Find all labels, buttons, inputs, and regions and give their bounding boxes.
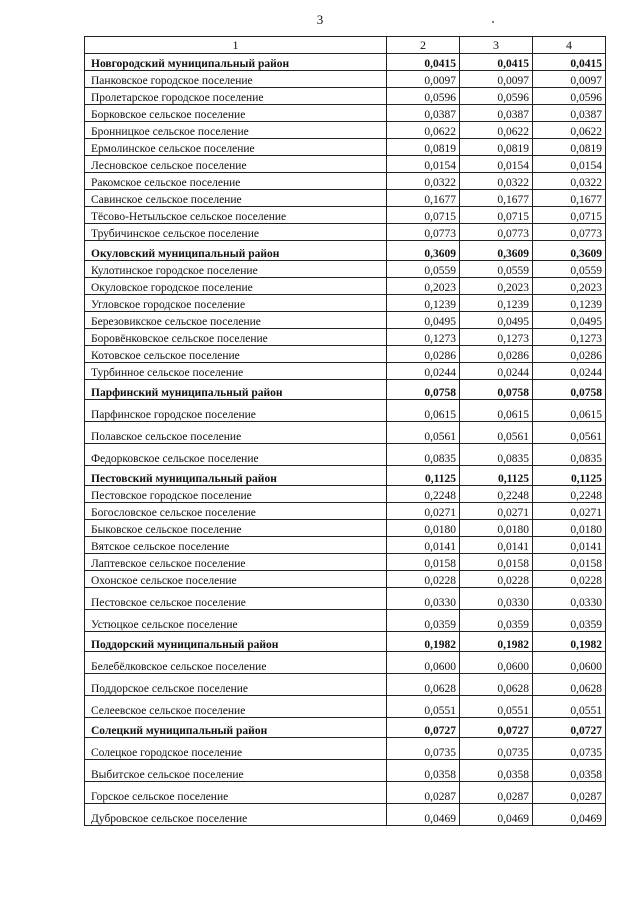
table-row [85, 139, 606, 156]
value-col-2-cell: 0,0735 [387, 738, 460, 760]
table-row [85, 346, 606, 363]
settlement-name-cell: Лаптевское сельское поселение [85, 554, 387, 571]
settlement-name-cell: Дубровское сельское поселение [85, 804, 387, 826]
value-col-2-cell: 0,0835 [387, 444, 460, 466]
settlement-name-cell: Окуловский муниципальный район [85, 241, 387, 261]
scan-speck [492, 21, 494, 23]
table-row [85, 156, 606, 173]
value-col-3-cell: 0,0154 [460, 156, 533, 173]
value-col-4-cell: 0,0819 [533, 139, 606, 156]
value-col-3-cell: 0,0415 [460, 54, 533, 71]
settlement-name-cell: Савинское сельское поселение [85, 190, 387, 207]
settlement-name-cell: Боровёнковское сельское поселение [85, 329, 387, 346]
settlement-name-cell: Кулотинское городское поселение [85, 261, 387, 278]
value-col-2-cell: 0,0141 [387, 537, 460, 554]
settlement-name-cell: Солецкое городское поселение [85, 738, 387, 760]
settlement-name-cell: Поддорское сельское поселение [85, 674, 387, 696]
value-col-2-cell: 0,0387 [387, 105, 460, 122]
table-row [85, 105, 606, 122]
settlement-name-cell: Белебёлковское сельское поселение [85, 652, 387, 674]
value-col-2-cell: 0,1125 [387, 466, 460, 486]
value-col-2-cell: 0,0244 [387, 363, 460, 380]
table-row [85, 696, 606, 718]
value-col-4-cell: 0,1677 [533, 190, 606, 207]
value-col-2-cell: 0,0551 [387, 696, 460, 718]
value-col-2-cell: 0,1982 [387, 632, 460, 652]
column-header-1: 1 [85, 37, 387, 54]
value-col-4-cell: 0,0271 [533, 503, 606, 520]
value-col-4-cell: 0,0244 [533, 363, 606, 380]
value-col-3-cell: 0,0387 [460, 105, 533, 122]
value-col-4-cell: 0,0622 [533, 122, 606, 139]
value-col-4-cell: 0,0228 [533, 571, 606, 588]
table-row [85, 652, 606, 674]
value-col-4-cell: 0,0835 [533, 444, 606, 466]
settlement-name-cell: Устюцкое сельское поселение [85, 610, 387, 632]
column-header-4: 4 [533, 37, 606, 54]
value-col-2-cell: 0,2248 [387, 486, 460, 503]
value-col-2-cell: 0,0271 [387, 503, 460, 520]
settlement-name-cell: Панковское городское поселение [85, 71, 387, 88]
value-col-4-cell: 0,0469 [533, 804, 606, 826]
value-col-4-cell: 0,0141 [533, 537, 606, 554]
value-col-2-cell: 0,0758 [387, 380, 460, 400]
value-col-3-cell: 0,0773 [460, 224, 533, 241]
value-col-3-cell: 0,0715 [460, 207, 533, 224]
settlement-name-cell: Турбинное сельское поселение [85, 363, 387, 380]
value-col-4-cell: 0,0387 [533, 105, 606, 122]
value-col-4-cell: 0,0735 [533, 738, 606, 760]
value-col-3-cell: 0,0358 [460, 760, 533, 782]
settlement-name-cell: Богословское сельское поселение [85, 503, 387, 520]
value-col-4-cell: 0,0773 [533, 224, 606, 241]
value-col-3-cell: 0,0551 [460, 696, 533, 718]
table-row [85, 190, 606, 207]
table-row [85, 486, 606, 503]
value-col-2-cell: 0,0727 [387, 718, 460, 738]
value-col-4-cell: 0,0715 [533, 207, 606, 224]
settlement-name-cell: Солецкий муниципальный район [85, 718, 387, 738]
value-col-2-cell: 0,0322 [387, 173, 460, 190]
table-row [85, 554, 606, 571]
value-col-4-cell: 0,0551 [533, 696, 606, 718]
settlement-name-cell: Быковское сельское поселение [85, 520, 387, 537]
value-col-4-cell: 0,0628 [533, 674, 606, 696]
value-col-2-cell: 0,0622 [387, 122, 460, 139]
settlement-name-cell: Новгородский муниципальный район [85, 54, 387, 71]
table-row [85, 760, 606, 782]
table-row [85, 363, 606, 380]
value-col-4-cell: 0,0559 [533, 261, 606, 278]
value-col-4-cell: 0,0615 [533, 400, 606, 422]
page-number: 3 [316, 12, 324, 27]
table-row [85, 88, 606, 105]
value-col-2-cell: 0,0600 [387, 652, 460, 674]
value-col-2-cell: 0,0180 [387, 520, 460, 537]
value-col-3-cell: 0,0819 [460, 139, 533, 156]
value-col-4-cell: 0,0727 [533, 718, 606, 738]
value-col-3-cell: 0,1273 [460, 329, 533, 346]
value-col-3-cell: 0,1982 [460, 632, 533, 652]
settlement-name-cell: Охонское сельское поселение [85, 571, 387, 588]
settlement-name-cell: Федорковское сельское поселение [85, 444, 387, 466]
table-row [85, 520, 606, 537]
settlement-name-cell: Березовикское сельское поселение [85, 312, 387, 329]
value-col-2-cell: 0,0330 [387, 588, 460, 610]
value-col-4-cell: 0,0561 [533, 422, 606, 444]
value-col-2-cell: 0,0415 [387, 54, 460, 71]
value-col-3-cell: 0,0758 [460, 380, 533, 400]
table-row [85, 444, 606, 466]
value-col-3-cell: 0,1125 [460, 466, 533, 486]
settlement-name-cell: Горское сельское поселение [85, 782, 387, 804]
value-col-3-cell: 0,0244 [460, 363, 533, 380]
settlement-name-cell: Парфинский муниципальный район [85, 380, 387, 400]
table-row [85, 329, 606, 346]
value-col-3-cell: 0,0596 [460, 88, 533, 105]
settlement-name-cell: Полавское сельское поселение [85, 422, 387, 444]
value-col-3-cell: 0,0286 [460, 346, 533, 363]
value-col-2-cell: 0,0819 [387, 139, 460, 156]
value-col-4-cell: 0,3609 [533, 241, 606, 261]
value-col-2-cell: 0,0358 [387, 760, 460, 782]
value-col-3-cell: 0,0322 [460, 173, 533, 190]
value-col-3-cell: 0,0559 [460, 261, 533, 278]
district-row [85, 380, 606, 400]
value-col-3-cell: 0,0141 [460, 537, 533, 554]
value-col-4-cell: 0,0287 [533, 782, 606, 804]
value-col-3-cell: 0,1677 [460, 190, 533, 207]
table-row [85, 674, 606, 696]
table-row [85, 173, 606, 190]
value-col-4-cell: 0,0495 [533, 312, 606, 329]
settlement-name-cell: Пестовский муниципальный район [85, 466, 387, 486]
table-row [85, 295, 606, 312]
value-col-2-cell: 0,0596 [387, 88, 460, 105]
table-row [85, 422, 606, 444]
table-body [85, 54, 606, 826]
table-row [85, 312, 606, 329]
value-col-2-cell: 0,0097 [387, 71, 460, 88]
settlement-name-cell: Угловское городское поселение [85, 295, 387, 312]
value-col-4-cell: 0,0286 [533, 346, 606, 363]
value-col-2-cell: 0,0773 [387, 224, 460, 241]
settlement-name-cell: Селеевское сельское поселение [85, 696, 387, 718]
settlement-name-cell: Пестовское сельское поселение [85, 588, 387, 610]
settlement-name-cell: Борковское сельское поселение [85, 105, 387, 122]
settlement-name-cell: Выбитское сельское поселение [85, 760, 387, 782]
value-col-4-cell: 0,1125 [533, 466, 606, 486]
column-header-2: 2 [387, 37, 460, 54]
value-col-3-cell: 0,1239 [460, 295, 533, 312]
table-row [85, 224, 606, 241]
value-col-3-cell: 0,0615 [460, 400, 533, 422]
value-col-4-cell: 0,0600 [533, 652, 606, 674]
value-col-4-cell: 0,2248 [533, 486, 606, 503]
settlement-name-cell: Поддорский муниципальный район [85, 632, 387, 652]
value-col-3-cell: 0,0835 [460, 444, 533, 466]
value-col-4-cell: 0,0158 [533, 554, 606, 571]
settlement-name-cell: Ракомское сельское поселение [85, 173, 387, 190]
value-col-2-cell: 0,0495 [387, 312, 460, 329]
value-col-2-cell: 0,0615 [387, 400, 460, 422]
table-row [85, 738, 606, 760]
value-col-3-cell: 0,0727 [460, 718, 533, 738]
table-row [85, 122, 606, 139]
settlement-name-cell: Трубичинское сельское поселение [85, 224, 387, 241]
value-col-4-cell: 0,0097 [533, 71, 606, 88]
settlement-name-cell: Пролетарское городское поселение [85, 88, 387, 105]
settlement-name-cell: Лесновское сельское поселение [85, 156, 387, 173]
settlement-name-cell: Бронницкое сельское поселение [85, 122, 387, 139]
table-row [85, 782, 606, 804]
value-col-3-cell: 0,0735 [460, 738, 533, 760]
coefficients-table [84, 36, 606, 826]
table-row [85, 571, 606, 588]
value-col-3-cell: 0,0271 [460, 503, 533, 520]
value-col-4-cell: 0,0358 [533, 760, 606, 782]
value-col-2-cell: 0,0559 [387, 261, 460, 278]
value-col-2-cell: 0,0469 [387, 804, 460, 826]
value-col-3-cell: 0,0158 [460, 554, 533, 571]
settlement-name-cell: Пестовское городское поселение [85, 486, 387, 503]
value-col-4-cell: 0,0359 [533, 610, 606, 632]
district-row [85, 54, 606, 71]
value-col-4-cell: 0,0415 [533, 54, 606, 71]
value-col-2-cell: 0,0628 [387, 674, 460, 696]
table-header-row [85, 37, 606, 54]
settlement-name-cell: Окуловское городское поселение [85, 278, 387, 295]
table-row [85, 804, 606, 826]
value-col-3-cell: 0,0469 [460, 804, 533, 826]
value-col-4-cell: 0,0322 [533, 173, 606, 190]
district-row [85, 241, 606, 261]
table-row [85, 503, 606, 520]
value-col-2-cell: 0,0154 [387, 156, 460, 173]
table-row [85, 207, 606, 224]
value-col-4-cell: 0,1273 [533, 329, 606, 346]
value-col-4-cell: 0,2023 [533, 278, 606, 295]
value-col-3-cell: 0,0628 [460, 674, 533, 696]
value-col-2-cell: 0,2023 [387, 278, 460, 295]
value-col-2-cell: 0,0715 [387, 207, 460, 224]
column-header-3: 3 [460, 37, 533, 54]
value-col-4-cell: 0,0180 [533, 520, 606, 537]
value-col-2-cell: 0,1677 [387, 190, 460, 207]
table-row [85, 261, 606, 278]
value-col-4-cell: 0,0330 [533, 588, 606, 610]
value-col-4-cell: 0,1239 [533, 295, 606, 312]
value-col-3-cell: 0,0287 [460, 782, 533, 804]
value-col-2-cell: 0,0158 [387, 554, 460, 571]
value-col-4-cell: 0,0154 [533, 156, 606, 173]
value-col-4-cell: 0,0758 [533, 380, 606, 400]
value-col-2-cell: 0,0287 [387, 782, 460, 804]
value-col-3-cell: 0,0180 [460, 520, 533, 537]
district-row [85, 632, 606, 652]
table-row [85, 588, 606, 610]
value-col-3-cell: 0,0622 [460, 122, 533, 139]
settlement-name-cell: Котовское сельское поселение [85, 346, 387, 363]
value-col-2-cell: 0,1273 [387, 329, 460, 346]
value-col-3-cell: 0,3609 [460, 241, 533, 261]
value-col-3-cell: 0,0600 [460, 652, 533, 674]
value-col-3-cell: 0,0495 [460, 312, 533, 329]
value-col-2-cell: 0,0286 [387, 346, 460, 363]
district-row [85, 466, 606, 486]
value-col-3-cell: 0,0330 [460, 588, 533, 610]
value-col-2-cell: 0,0359 [387, 610, 460, 632]
value-col-3-cell: 0,0097 [460, 71, 533, 88]
table-row [85, 278, 606, 295]
value-col-3-cell: 0,0359 [460, 610, 533, 632]
value-col-2-cell: 0,0228 [387, 571, 460, 588]
settlement-name-cell: Ермолинское сельское поселение [85, 139, 387, 156]
value-col-3-cell: 0,2248 [460, 486, 533, 503]
value-col-3-cell: 0,2023 [460, 278, 533, 295]
value-col-2-cell: 0,1239 [387, 295, 460, 312]
value-col-2-cell: 0,0561 [387, 422, 460, 444]
district-row [85, 718, 606, 738]
value-col-4-cell: 0,0596 [533, 88, 606, 105]
table-row [85, 610, 606, 632]
settlement-name-cell: Тёсово-Нетыльское сельское поселение [85, 207, 387, 224]
value-col-4-cell: 0,1982 [533, 632, 606, 652]
value-col-3-cell: 0,0561 [460, 422, 533, 444]
value-col-3-cell: 0,0228 [460, 571, 533, 588]
table-row [85, 400, 606, 422]
settlement-name-cell: Парфинское городское поселение [85, 400, 387, 422]
value-col-2-cell: 0,3609 [387, 241, 460, 261]
table-row [85, 537, 606, 554]
settlement-name-cell: Вятское сельское поселение [85, 537, 387, 554]
table-row [85, 71, 606, 88]
